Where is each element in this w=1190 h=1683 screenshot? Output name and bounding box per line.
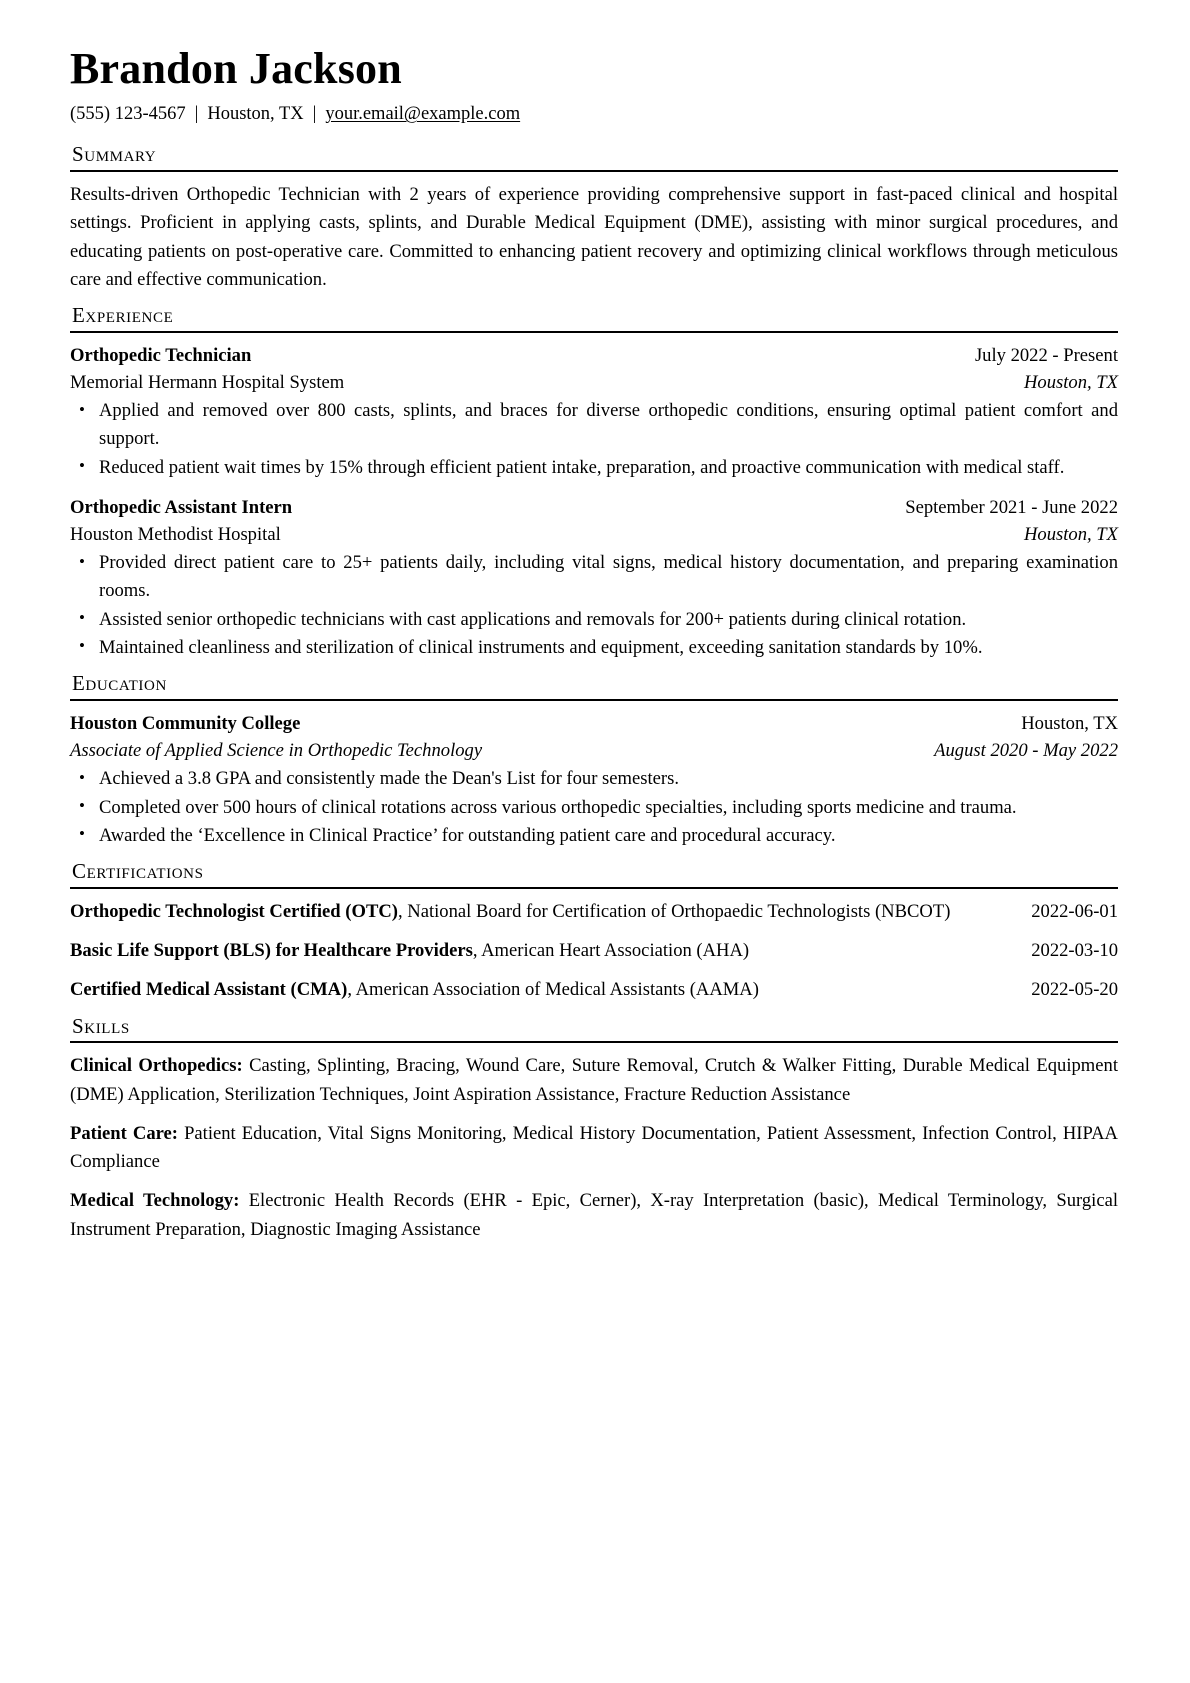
certification-item (70, 937, 1118, 965)
education-degree-row (70, 737, 1118, 764)
contact-separator: | (312, 104, 317, 125)
skill-category: Medical Technology: (70, 1190, 240, 1212)
certification-date: 2022-06-01 (1031, 900, 1118, 922)
job-dates: July 2022 - Present (974, 344, 1118, 366)
list-item: • Completed over 500 hours of clinical rotations across various orthopedic specialties, including sports medicine and trauma. (70, 794, 1118, 822)
school-name: Houston Community College (70, 713, 301, 734)
section-summary (70, 142, 1118, 294)
section-heading-education: Education (72, 671, 167, 696)
degree-dates: August 2020 - May 2022 (934, 740, 1118, 762)
certification-date: 2022-05-20 (1031, 979, 1118, 1001)
certification-issuer: American Heart Association (AHA) (481, 940, 750, 962)
skill-group (70, 1187, 1118, 1244)
certification-item (70, 976, 1118, 1004)
list-item: • Applied and removed over 800 casts, splints, and braces for diverse orthopedic conditions, ensuring optimal patient comfort and support. (70, 397, 1118, 454)
certification-date: 2022-03-10 (1031, 940, 1118, 962)
school-location: Houston, TX (1021, 713, 1118, 734)
section-skills (70, 1014, 1118, 1244)
job-organization: Houston Methodist Hospital (70, 524, 281, 546)
skill-group (70, 1120, 1118, 1177)
section-heading-certifications: Certifications (72, 859, 204, 884)
section-rule (70, 170, 1118, 172)
contact-line (70, 103, 1118, 126)
experience-entry (70, 494, 1118, 662)
certification-name: Certified Medical Assistant (CMA) (70, 979, 348, 1001)
skill-category: Clinical Orthopedics: (70, 1055, 243, 1077)
job-organization: Memorial Hermann Hospital System (70, 372, 345, 394)
skill-list: Patient Education, Vital Signs Monitoring, Medical History Documentation, Patient Assessment, Infection Control, HIPAA Compliance (70, 1122, 1118, 1173)
certification-name: Orthopedic Technologist Certified (OTC) (70, 900, 398, 922)
location-text: Houston, TX (207, 104, 304, 125)
certification-comma: , (397, 900, 408, 922)
section-education (70, 671, 1118, 850)
list-item: • Provided direct patient care to 25+ patients daily, including vital signs, medical history documentation, and preparing examination rooms. (70, 549, 1118, 606)
list-item: • Assisted senior orthopedic technicians with cast applications and removals for 200+ patients during clinical rotation. (70, 606, 1118, 634)
skill-category: Patient Care: (70, 1122, 178, 1144)
certification-comma: , (347, 979, 356, 1001)
education-bullet-list (70, 765, 1118, 850)
section-heading-skills: Skills (72, 1013, 130, 1038)
section-certifications (70, 859, 1118, 1005)
summary-text: Results-driven Orthopedic Technician with 2 years of experience providing comprehensive support in fast-paced clinical and hospital settings. Proficient in applying casts, splints, and Durable Medical Equipment (DME), assisting with minor surgical procedures, and educating patients on post-operative care. Committed to enhancing patient recovery and optimizing clinical workflows through meticulous care and effective communication. (70, 184, 1118, 290)
section-experience (70, 303, 1118, 662)
education-school-row (70, 710, 1118, 737)
contact-separator: | (194, 104, 199, 125)
phone-text: (555) 123-4567 (70, 104, 186, 125)
degree-name: Associate of Applied Science in Orthopedic Technology (70, 740, 483, 762)
skill-group (70, 1052, 1118, 1109)
section-heading-summary: Summary (72, 142, 157, 167)
experience-org-row (70, 369, 1118, 396)
experience-org-row (70, 521, 1118, 548)
certification-name: Basic Life Support (BLS) for Healthcare Providers (70, 940, 473, 962)
education-entry (70, 710, 1118, 850)
job-title: Orthopedic Technician (70, 344, 252, 366)
job-bullet-list (70, 397, 1118, 482)
job-location: Houston, TX (1023, 372, 1118, 394)
section-rule (70, 887, 1118, 889)
section-rule (70, 1041, 1118, 1043)
experience-title-row (70, 342, 1118, 369)
section-rule (70, 331, 1118, 333)
experience-title-row (70, 494, 1118, 521)
certification-item (70, 898, 1118, 926)
email-link[interactable]: your.email@example.com (325, 104, 521, 125)
certification-comma: , (472, 940, 482, 962)
page-title: Brandon Jackson (70, 44, 402, 93)
job-title: Orthopedic Assistant Intern (70, 496, 293, 518)
section-heading-experience: Experience (72, 303, 174, 328)
list-item: • Maintained cleanliness and sterilization of clinical instruments and equipment, exceeding sanitation standards by 10%. (70, 634, 1118, 662)
skill-list: Casting, Splinting, Bracing, Wound Care, Suture Removal, Crutch & Walker Fitting, Durable Medical Equipment (DME) Application, Sterilization Techniques, Joint Aspiration Assistance, Fracture Reduction Assistance (70, 1055, 1118, 1105)
certification-issuer: American Association of Medical Assistants (AAMA) (355, 979, 759, 1001)
job-dates: September 2021 - June 2022 (905, 496, 1118, 518)
experience-entry (70, 342, 1118, 482)
list-item: • Reduced patient wait times by 15% through efficient patient intake, preparation, and proactive communication with medical staff. (70, 454, 1118, 482)
job-location: Houston, TX (1023, 524, 1118, 546)
section-rule (70, 699, 1118, 701)
certification-issuer: National Board for Certification of Orthopaedic Technologists (NBCOT) (407, 900, 951, 922)
skill-list: Electronic Health Records (EHR - Epic, Cerner), X-ray Interpretation (basic), Medical Terminology, Surgical Instrument Preparation, Diagnostic Imaging Assistance (70, 1190, 1118, 1240)
list-item: • Achieved a 3.8 GPA and consistently made the Dean's List for four semesters. (70, 765, 1118, 793)
job-bullet-list (70, 549, 1118, 662)
list-item: • Awarded the ‘Excellence in Clinical Practice’ for outstanding patient care and procedural accuracy. (70, 822, 1118, 850)
